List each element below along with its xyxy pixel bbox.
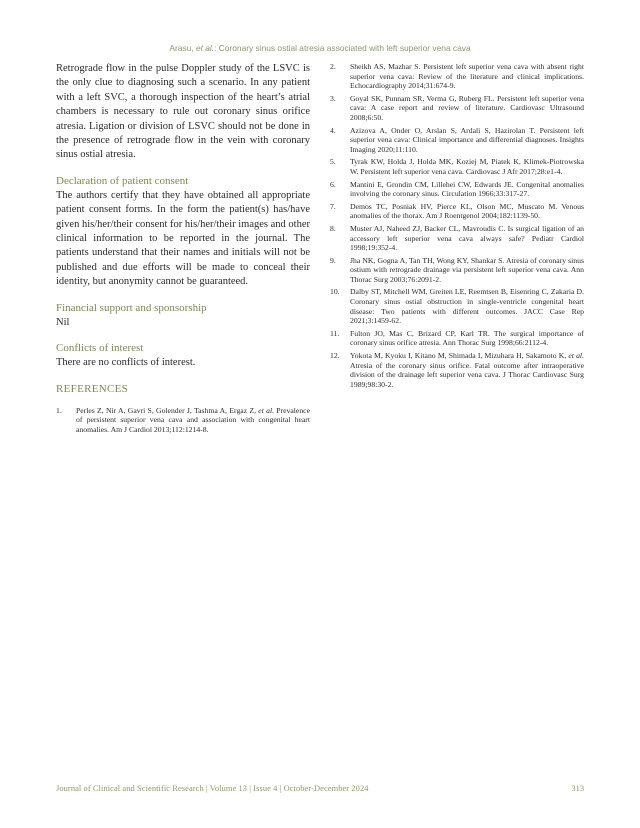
reference-text: Demos TC, Posniak HV, Pierce KL, Olson MC, Muscato M. Venous anomalies of the thorax. Am J Roentgenol 2004;182:1139-50.	[350, 201, 584, 221]
reference-number: 6.	[330, 179, 336, 189]
reference-number: 2.	[330, 62, 336, 71]
consent-heading: Declaration of patient consent	[56, 174, 189, 187]
consent-text: The authors certify that they have obtained all appropriate patient consent forms. In the form the patient(s) has/have given his/her/their consent for his/her/their images and other clinical information to be reported in the journal. The patients understand that their names and initials will not be published and due efforts will be made to conceal their identity, but anonymity cannot be guaranteed.	[56, 189, 310, 288]
reference-text-rest: Atresia of the coronary sinus orifice. Fatal outcome after intraoperative division of the drainage left superior vena cava. J Thorac Cardiovasc Surg 1989;98:30-2.	[350, 360, 584, 389]
reference-number: 10.	[330, 287, 340, 297]
running-head	[0, 43, 640, 53]
funding-text: Nil	[56, 316, 70, 328]
reference-text: Dalby ST, Mitchell WM, Greiten LE, Reemtsen B, Eisenring C, Zakaria D. Coronary sinus ostial obstruction in single-ventricle congenital heart disease: Two patients with different outcomes. JACC Case Rep 2021;3:1459-62.	[350, 287, 584, 326]
reference-11	[330, 329, 584, 348]
reference-number: 3.	[330, 93, 336, 103]
intro-paragraph: Retrograde flow in the pulse Doppler study of the LSVC is the only clue to diagnosing such a scenario. In any patient with a left SVC, a thorough inspection of the heart’s atrial chambers is necessary to rule out coronary sinus orifice atresia. Ligation or division of LSVC should not be done in the presence of retrograde flow in the vein with coronary sinus ostial atresia.	[56, 63, 310, 161]
footer-journal-info: Journal of Clinical and Scientific Research | Volume 13 | Issue 4 | October-December 2024	[56, 784, 369, 793]
reference-number: 1.	[56, 405, 62, 415]
reference-text	[350, 351, 584, 389]
reference-number: 9.	[330, 255, 336, 265]
reference-number: 11.	[330, 328, 340, 338]
reference-8	[330, 224, 584, 253]
reference-2	[330, 62, 584, 91]
reference-3	[330, 94, 584, 123]
reference-6	[330, 180, 584, 199]
reference-text: Mantini E, Grondin CM, Lillehei CW, Edwards JE. Congenital anomalies involving the coronary sinus. Circulation 1966;33:317-27.	[350, 179, 584, 199]
reference-number: 7.	[330, 201, 336, 211]
reference-9	[330, 256, 584, 285]
running-head-authors: Arasu,	[169, 43, 196, 53]
page-number: 313	[571, 784, 584, 793]
references-heading: REFERENCES	[56, 382, 129, 395]
reference-10	[330, 287, 584, 325]
reference-etal: et al.	[258, 405, 275, 415]
reference-number: 5.	[330, 157, 336, 167]
reference-5	[330, 157, 584, 176]
reference-12	[330, 351, 584, 389]
reference-number: 4.	[330, 125, 336, 135]
reference-text: Tyrak KW, Holda J, Holda MK, Koziej M, Piatek K, Klimek-Piotrowska W. Persistent left superior vena cava. Cardiovasc J Afr 2017;28:e1-4.	[350, 157, 584, 176]
running-head-etal: et al.	[195, 43, 215, 53]
conflicts-text: There are no conflicts of interest.	[56, 357, 196, 369]
reference-text: Azizova A, Onder O, Arslan S, Ardali S, Hazirolan T. Persistent left superior vena cava: Clinical importance and differential diagnoses. Insights Imaging 2020;11:110.	[350, 125, 584, 154]
reference-text: Goyal SK, Punnam SR, Verma G, Ruberg FL. Persistent left superior vena cava: A case report and review of literature. Cardiovasc Ultrasound 2008;6:50.	[350, 93, 584, 122]
reference-number: 12.	[330, 351, 340, 361]
right-column	[330, 62, 584, 392]
funding-heading: Financial support and sponsorship	[56, 301, 207, 314]
reference-7	[330, 202, 584, 221]
conflicts-heading: Conflicts of interest	[56, 342, 144, 355]
reference-text: Muster AJ, Naheed ZJ, Backer CL, Mavroudis C. Is surgical ligation of an accessory left superior vena cava always safe? Pediatr Cardiol 1998;19:352-4.	[350, 223, 584, 253]
left-column	[56, 62, 310, 437]
reference-text: Fulton JO, Mas C, Brizard CP, Karl TR. The surgical importance of coronary sinus orifice atresia. Ann Thorac Surg 1998;66:2112-4.	[350, 328, 584, 348]
running-head-title: : Coronary sinus ostial atresia associated with left superior vena cava	[214, 43, 471, 53]
reference-text-rest: Prevalence of persistent superior vena cava and association with congenital heart anomalies. Am J Cardiol 2013;112:1214-8.	[76, 405, 311, 434]
reference-etal: et al.	[568, 351, 584, 361]
reference-text-main: Yokota M, Kyoku I, Kitano M, Shimada I, Mizuhara H, Sakamoto K,	[350, 351, 569, 361]
reference-number: 8.	[330, 223, 336, 233]
reference-text-main: Perles Z, Nir A, Gavri S, Golender J, Tashma A, Ergaz Z,	[76, 405, 259, 415]
reference-text	[76, 406, 310, 435]
reference-text: Sheikh AS, Mazhar S. Persistent left superior vena cava with absent right superior vena cava: Review of the literature and clinical implications. Echocardiography 2014;31:674-9.	[350, 62, 584, 91]
reference-4	[330, 126, 584, 155]
reference-text: Jha NK, Gogna A, Tan TH, Wong KY, Shankar S. Atresia of coronary sinus ostium with retrograde drainage via persistent left superior vena cava. Ann Thorac Surg 2003;76:2091-2.	[350, 255, 584, 284]
reference-1	[56, 406, 310, 435]
